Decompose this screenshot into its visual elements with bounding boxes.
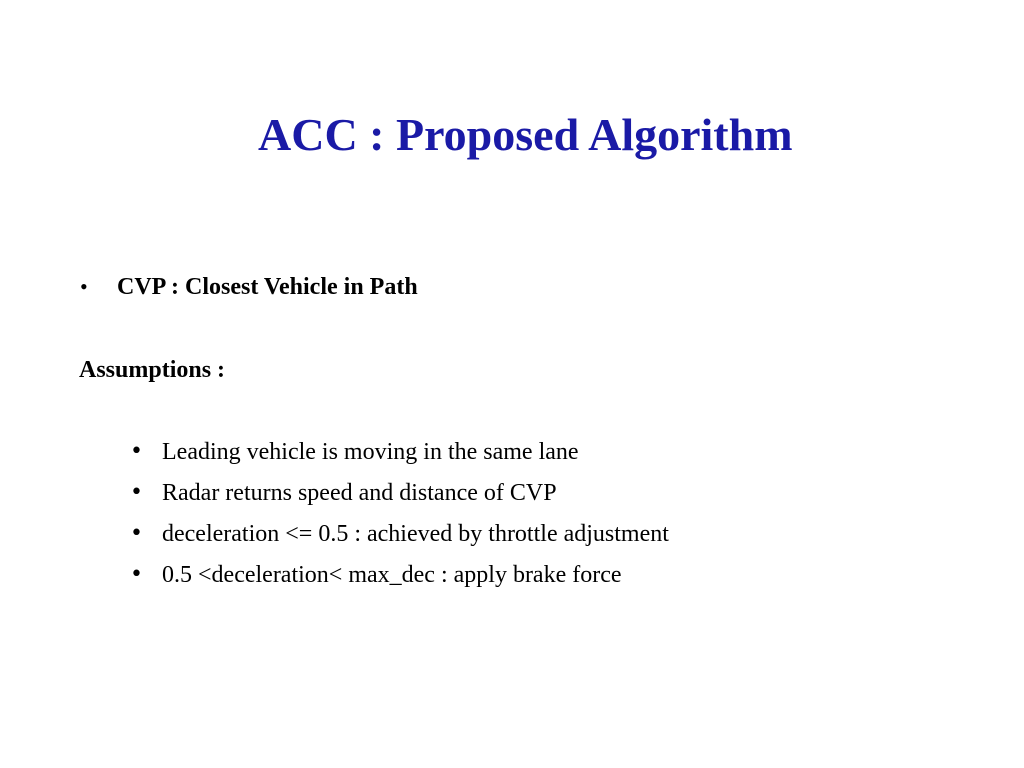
list-item-text: 0.5 <deceleration< max_dec : apply brake force (162, 562, 622, 588)
main-bullet-text: CVP : Closest Vehicle in Path (117, 274, 418, 300)
bullet-marker: • (130, 562, 143, 587)
bullet-marker: • (80, 274, 88, 299)
list-item-text: Leading vehicle is moving in the same lane (162, 439, 579, 465)
list-item-text: Radar returns speed and distance of CVP (162, 480, 557, 506)
list-item-text: deceleration <= 0.5 : achieved by throttle adjustment (162, 521, 669, 547)
bullet-marker: • (130, 439, 143, 464)
assumptions-heading: Assumptions : (79, 357, 226, 383)
slide-title: ACC : Proposed Algorithm (258, 109, 793, 160)
bullet-marker: • (130, 521, 143, 546)
bullet-marker: • (130, 480, 143, 505)
